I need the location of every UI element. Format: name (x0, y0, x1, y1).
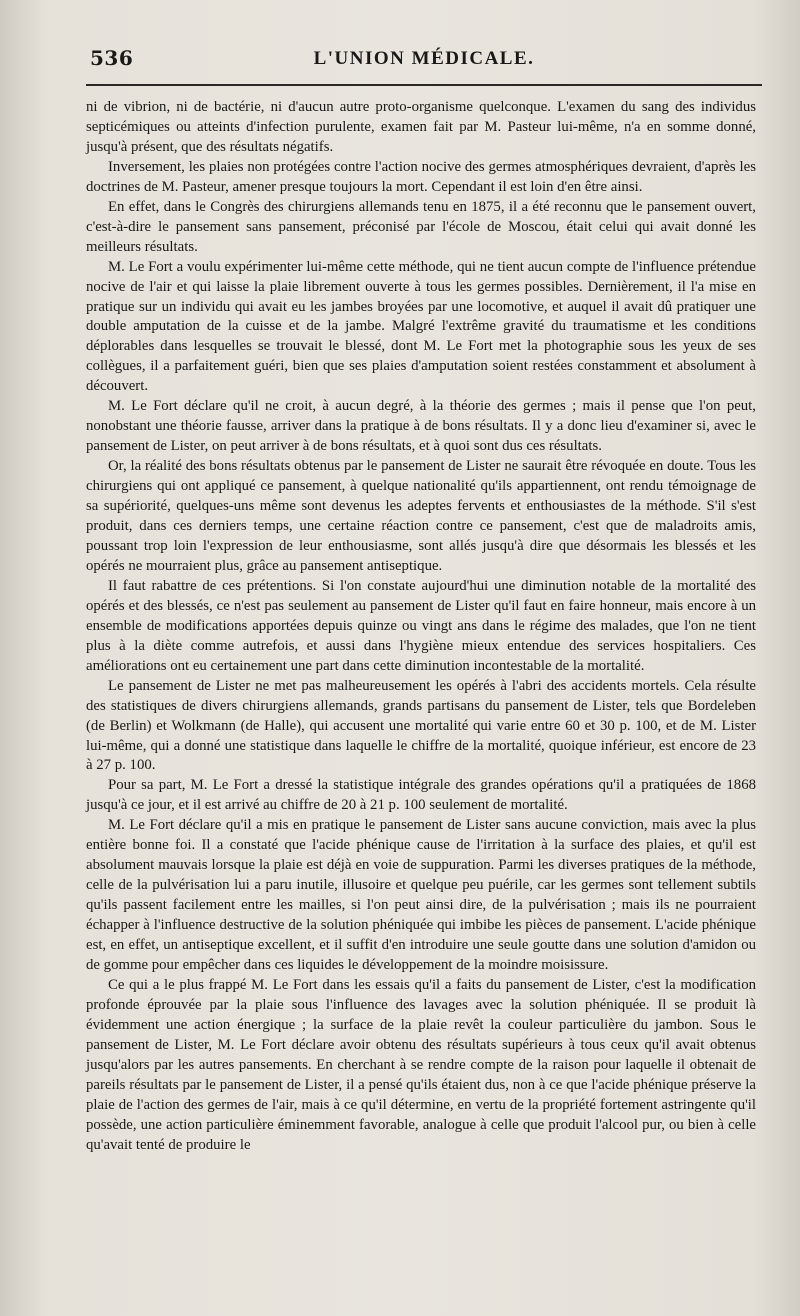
paragraph: Le pansement de Lister ne met pas malheureusement les opérés à l'abri des accidents mortels. Cela résulte des statistiques de divers chirurgiens allemands, grands partisans du pansement de Lister, tels que Bordeleben (de Berlin) et Wolkmann (de Halle), qui accusent une mortalité qui varie entre 60 et 30 p. 100, et de M. Lister lui-même, qui a donné une statistique dans laquelle le chiffre de la mortalité, quoique inférieur, est encore de 23 à 27 p. 100. (86, 677, 756, 774)
paragraph: Or, la réalité des bons résultats obtenus par le pansement de Lister ne saurait être révoquée en doute. Tous les chirurgiens qui ont appliqué ce pansement, à quelque nationalité qu'ils appartiennent, ont rendu témoignage de sa supériorité, quelques-uns même sont devenus les adeptes fervents et enthousiastes de la méthode. S'il s'est produit, dans ces derniers temps, une certaine réaction contre ce pansement, c'est que de maladroits amis, poussant trop loin l'expression de leur enthousiasme, sont allés jusqu'à dire que désormais les blessés et les opérés ne mourraient plus, grâce au pansement antiseptique. (86, 458, 756, 574)
page-number: 536 (90, 46, 134, 70)
paragraph: M. Le Fort déclare qu'il a mis en pratique le pansement de Lister sans aucune conviction, mais avec la plus entière bonne foi. Il a constaté que l'acide phénique cause de l'irritation à la surface des plaies, et qu'il est absolument mauvais lorsque la plaie est déjà en voie de suppuration. Parmi les diverses pratiques de la méthode, celle de la pulvérisation lui a paru inutile, illusoire et quelque peu puérile, car les germes sont tellement subtils qu'ils passent facilement entre les mailles, si l'on peut ainsi dire, de la pulvérisation ; mais ils ne pourraient échapper à l'influence destructive de la solution phéniquée qui imbibe les pièces de pansement. L'acide phénique est, en effet, un antiseptique excellent, et il suffit d'en introduire une seule goutte dans une solution d'amidon ou de gomme pour empêcher dans ces liquides le développement de la moindre moisissure. (86, 817, 756, 973)
paragraph: Pour sa part, M. Le Fort a dressé la statistique intégrale des grandes opérations qu'il a pratiquées de 1868 jusqu'à ce jour, et il est arrivé au chiffre de 20 à 21 p. 100 seulement de mortalité. (86, 777, 756, 814)
paragraph: Ce qui a le plus frappé M. Le Fort dans les essais qu'il a faits du pansement de Lister, c'est la modification profonde éprouvée par la plaie sous l'influence des lavages avec la solution phéniquée. Il se produit là évidemment une action énergique ; la surface de la plaie revêt la couleur particulière du jambon. Sous le pansement de Lister, M. Le Fort déclare avoir obtenu des résultats supérieurs à tous ceux qu'il avait obtenus jusqu'alors par les autres pansements. En cherchant à se rendre compte de la raison pour laquelle il obtenait de pareils résultats par le pansement de Lister, il a pensé qu'ils étaient dus, non à ce que l'acide phénique préserve la plaie de l'action des germes de l'air, mais à ce qu'il détermine, en vertu de la propriété fortement astringente qu'il possède, une action particulière éminemment favorable, analogue à celle que produit l'alcool pur, ou bien à celle qu'avait tenté de produire le (86, 976, 756, 1153)
paragraph: ni de vibrion, ni de bactérie, ni d'aucun autre proto-organisme quelconque. L'examen du sang des individus septicémiques ou atteints d'infection purulente, examen fait par M. Pasteur lui-même, n'a en somme donné, jusqu'à présent, que des résultats négatifs. (86, 99, 756, 155)
page-header (86, 44, 762, 86)
paragraph: M. Le Fort déclare qu'il ne croit, à aucun degré, à la théorie des germes ; mais il pense que l'on peut, nonobstant une théorie fausse, arriver dans la pratique à de bons résultats. Il y a donc lieu d'examiner si, avec le pansement de Lister, on peut arriver à de bons résultats, et à quoi sont dus ces résultats. (86, 398, 756, 455)
running-title: L'UNION MÉDICALE. (313, 48, 535, 69)
paragraph: En effet, dans le Congrès des chirurgiens allemands tenu en 1875, il a été reconnu que le pansement ouvert, c'est-à-dire le pansement sans pansement, préconisé par l'école de Moscou, était celui qui avait donné les meilleurs résultats. (86, 198, 756, 255)
paragraph: M. Le Fort a voulu expérimenter lui-même cette méthode, qui ne tient aucun compte de l'influence prétendue nocive de l'air et qui laisse la plaie librement ouverte à tous les germes possibles. Dernièrement, il l'a mise en pratique sur un individu qui avait eu les jambes broyées par une locomotive, et auquel il avait dû pratiquer une double amputation de la cuisse et de la jambe. Malgré l'extrême gravité du traumatisme et les conditions déplorables dans lesquelles se trouvait le blessé, dont M. Le Fort met la photographie sous les yeux de ses collègues, il a parfaitement guéri, bien que ses plaies d'amputation soient restées constamment et absolument à découvert. (86, 258, 756, 395)
article-body (86, 98, 756, 1156)
paragraph: Inversement, les plaies non protégées contre l'action nocive des germes atmosphériques devraient, d'après les doctrines de M. Pasteur, amener presque toujours la mort. Cependant il est loin d'en être ainsi. (86, 158, 756, 195)
paragraph: Il faut rabattre de ces prétentions. Si l'on constate aujourd'hui une diminution notable de la mortalité des opérés et des blessés, ce n'est pas seulement au pansement de Lister qu'il faut en faire honneur, mais encore à un ensemble de modifications apportées depuis quinze ou vingt ans dans le régime des malades, que l'on ne tient plus à la diète comme autrefois, et aussi dans l'hygiène mieux entendue des services hospitaliers. Ces améliorations ont eu certainement une part dans cette diminution incontestable de la mortalité. (86, 577, 756, 674)
